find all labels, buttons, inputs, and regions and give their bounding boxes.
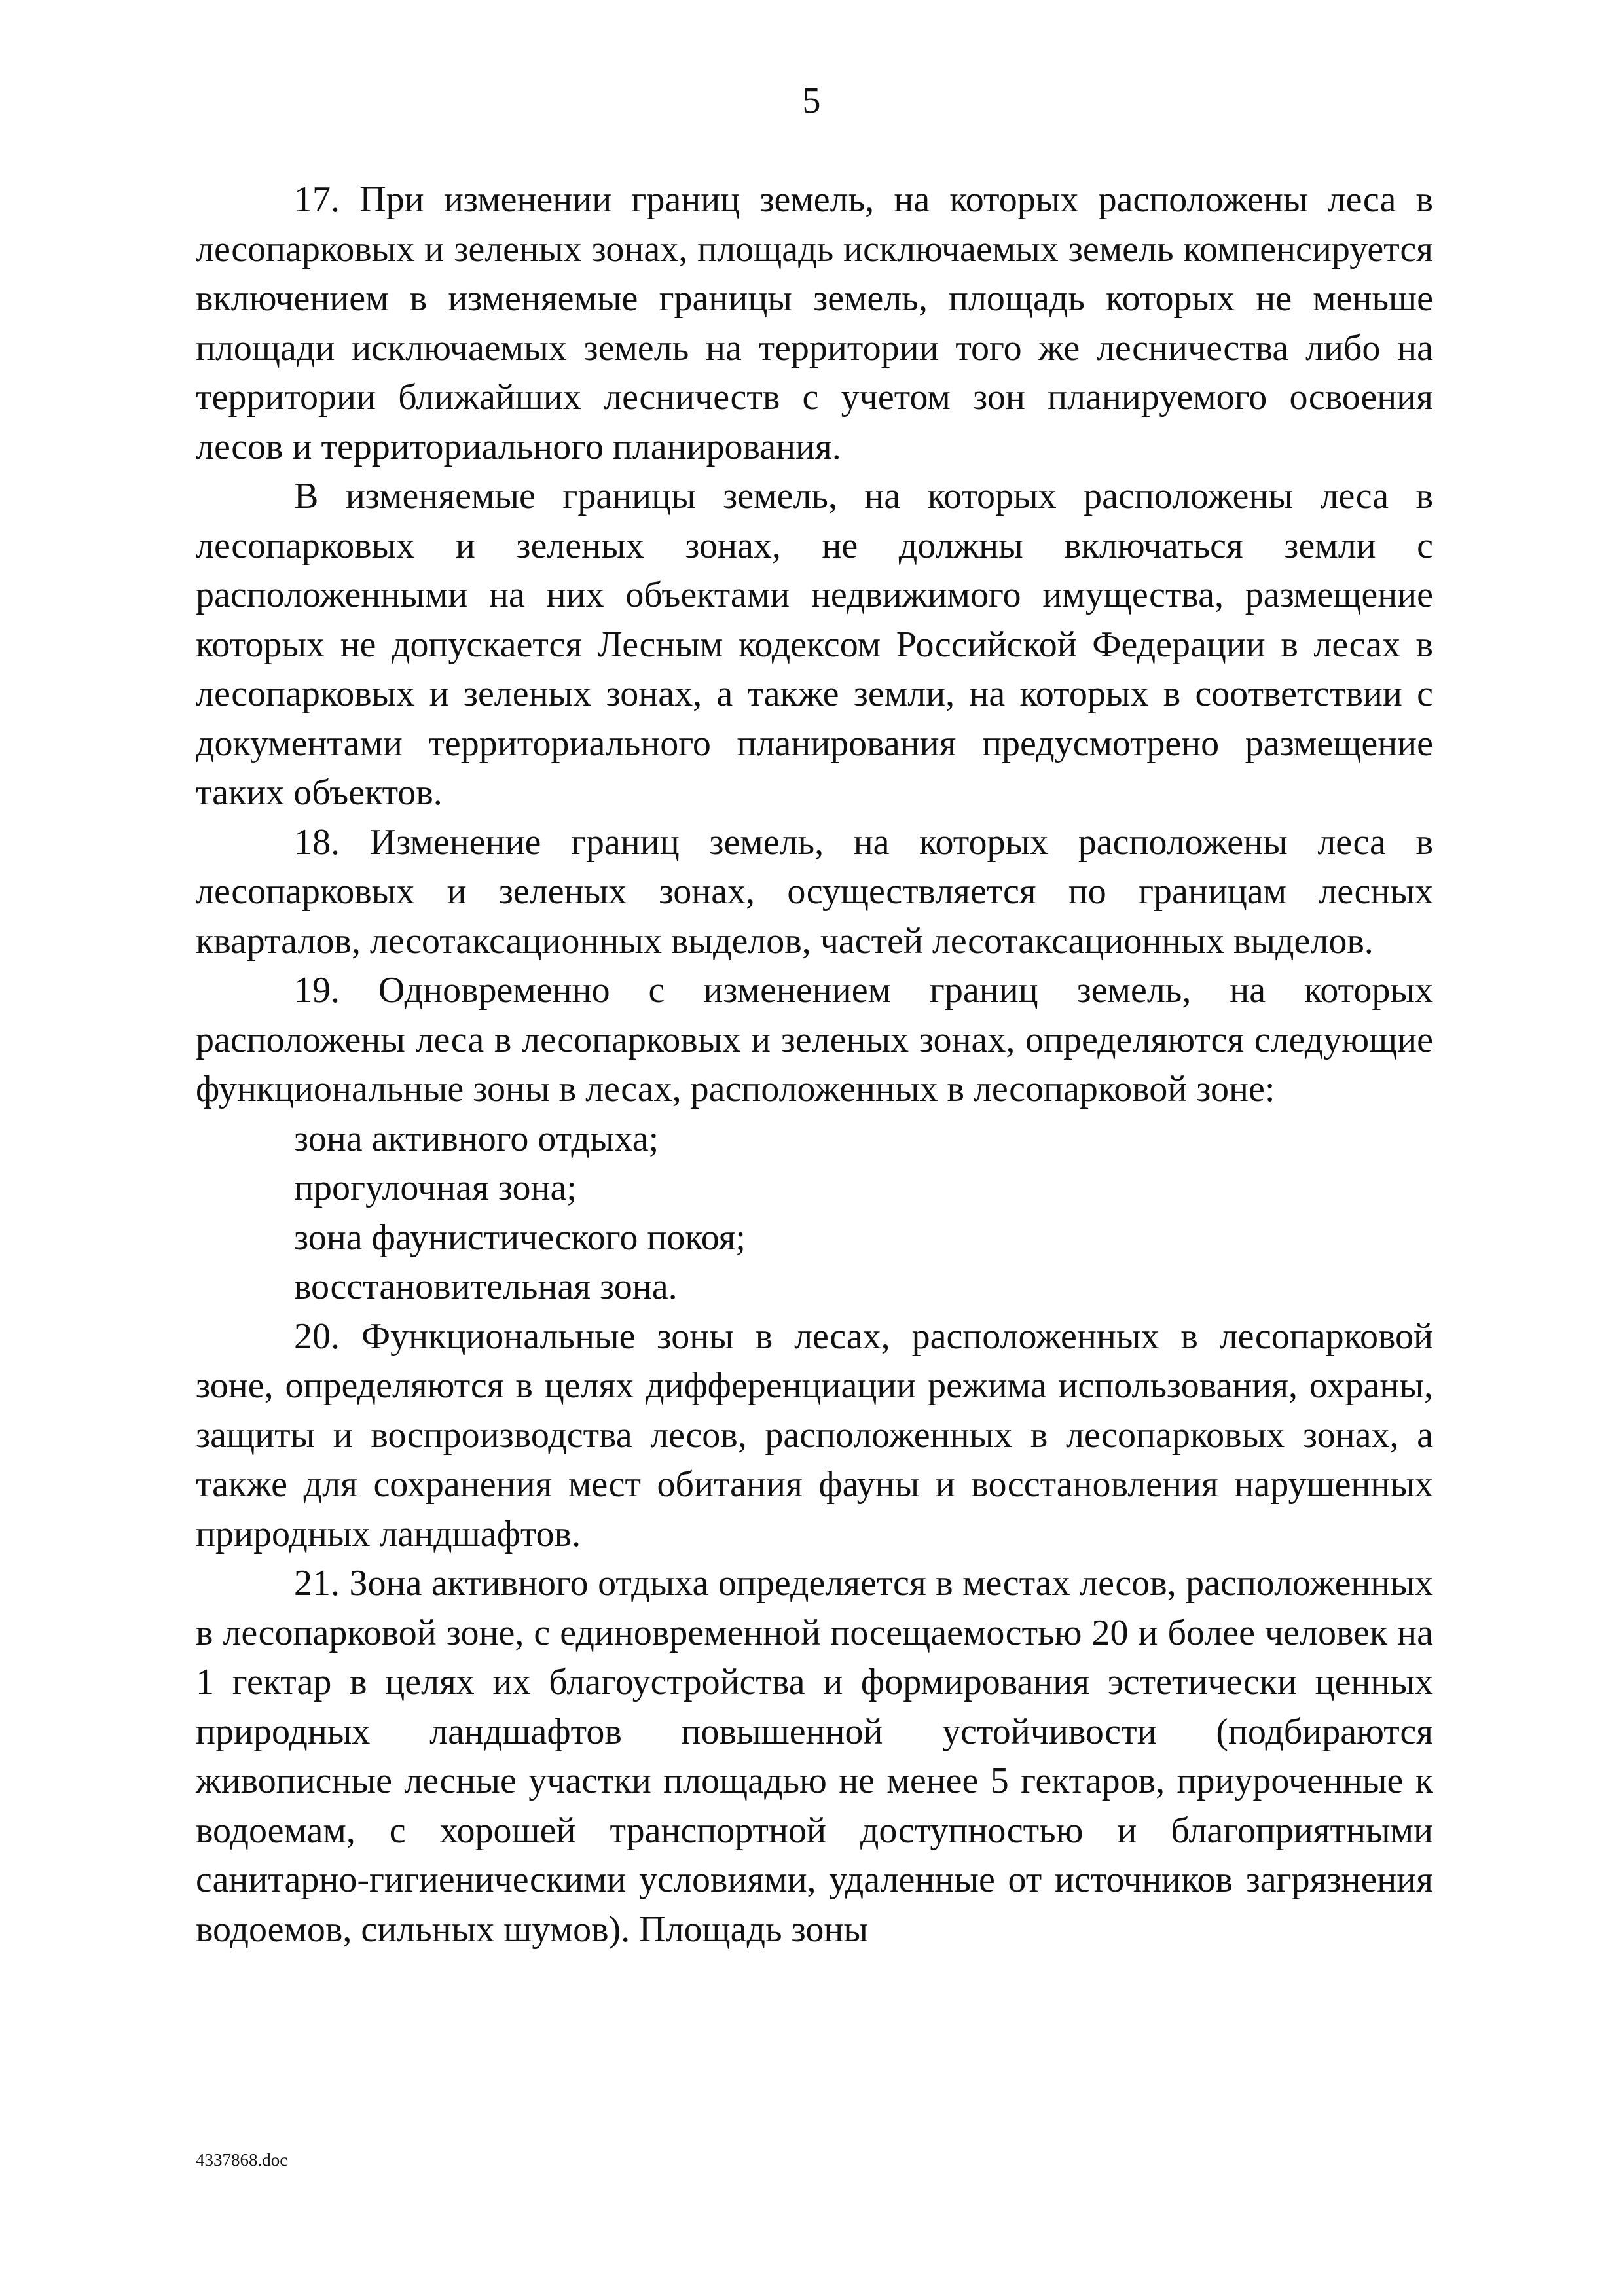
list-item-active-rest-zone: зона активного отдыха; xyxy=(294,1118,659,1159)
paragraph-17: 17. При изменении границ земель, на которых расположены леса в лесопарковых и зеленых зонах, площадь исключаемых земель компенсируется включением в изменяемые границы земель, площадь которых не меньше площади исключаемых земель на территории того же лесничества либо на территории ближайших лесничеств с учетом зон планируемого освоения лесов и территориального планирования. xyxy=(196,179,1433,467)
paragraph-21: 21. Зона активного отдыха определяется в местах лесов, расположенных в лесопарковой зоне, с единовременной посещаемостью 20 и более человек на 1 гектар в целях их благоустройства и формирования эстетически ценных природных ландшафтов повышенной устойчивости (подбираются живописные лесные участки площадью не менее 5 гектаров, приуроченные к водоемам, с хорошей транспортной доступностью и благоприятными санитарно-гигиеническими условиями, удаленные от источников загрязнения водоемов, сильных шумов). Площадь зоны xyxy=(196,1563,1433,1950)
paragraph-18: 18. Изменение границ земель, на которых расположены леса в лесопарковых и зеленых зонах, осуществляется по границам лесных кварталов, лесотаксационных выделов, частей лесотаксационных выделов. xyxy=(196,821,1433,961)
paragraph-20: 20. Функциональные зоны в лесах, расположенных в лесопарковой зоне, определяются в целях дифференциации режима использования, охраны, защиты и воспроизводства лесов, расположенных в лесопарковых зонах, а также для сохранения мест обитания фауны и восстановления нарушенных природных ландшафтов. xyxy=(196,1316,1433,1554)
document-body xyxy=(196,175,1433,1954)
list-item-walking-zone: прогулочная зона; xyxy=(294,1168,577,1208)
footer-filename: 4337868.doc xyxy=(196,2150,288,2170)
paragraph-19: 19. Одновременно с изменением границ земель, на которых расположены леса в лесопарковых и зеленых зонах, определяются следующие функциональные зоны в лесах, расположенных в лесопарковой зоне: xyxy=(196,970,1433,1109)
paragraph-17-continued: В изменяемые границы земель, на которых расположены леса в лесопарковых и зеленых зонах, не должны включаться земли с расположенными на них объектами недвижимого имущества, размещение которых не допускается Лесным кодексом Российской Федерации в лесах в лесопарковых и зеленых зонах, а также земли, на которых в соответствии с документами территориального планирования предусмотрено размещение таких объектов. xyxy=(196,476,1433,813)
list-item-fauna-rest-zone: зона фаунистического покоя; xyxy=(294,1217,746,1258)
list-item-restoration-zone: восстановительная зона. xyxy=(294,1266,678,1307)
page-number: 5 xyxy=(802,81,821,121)
